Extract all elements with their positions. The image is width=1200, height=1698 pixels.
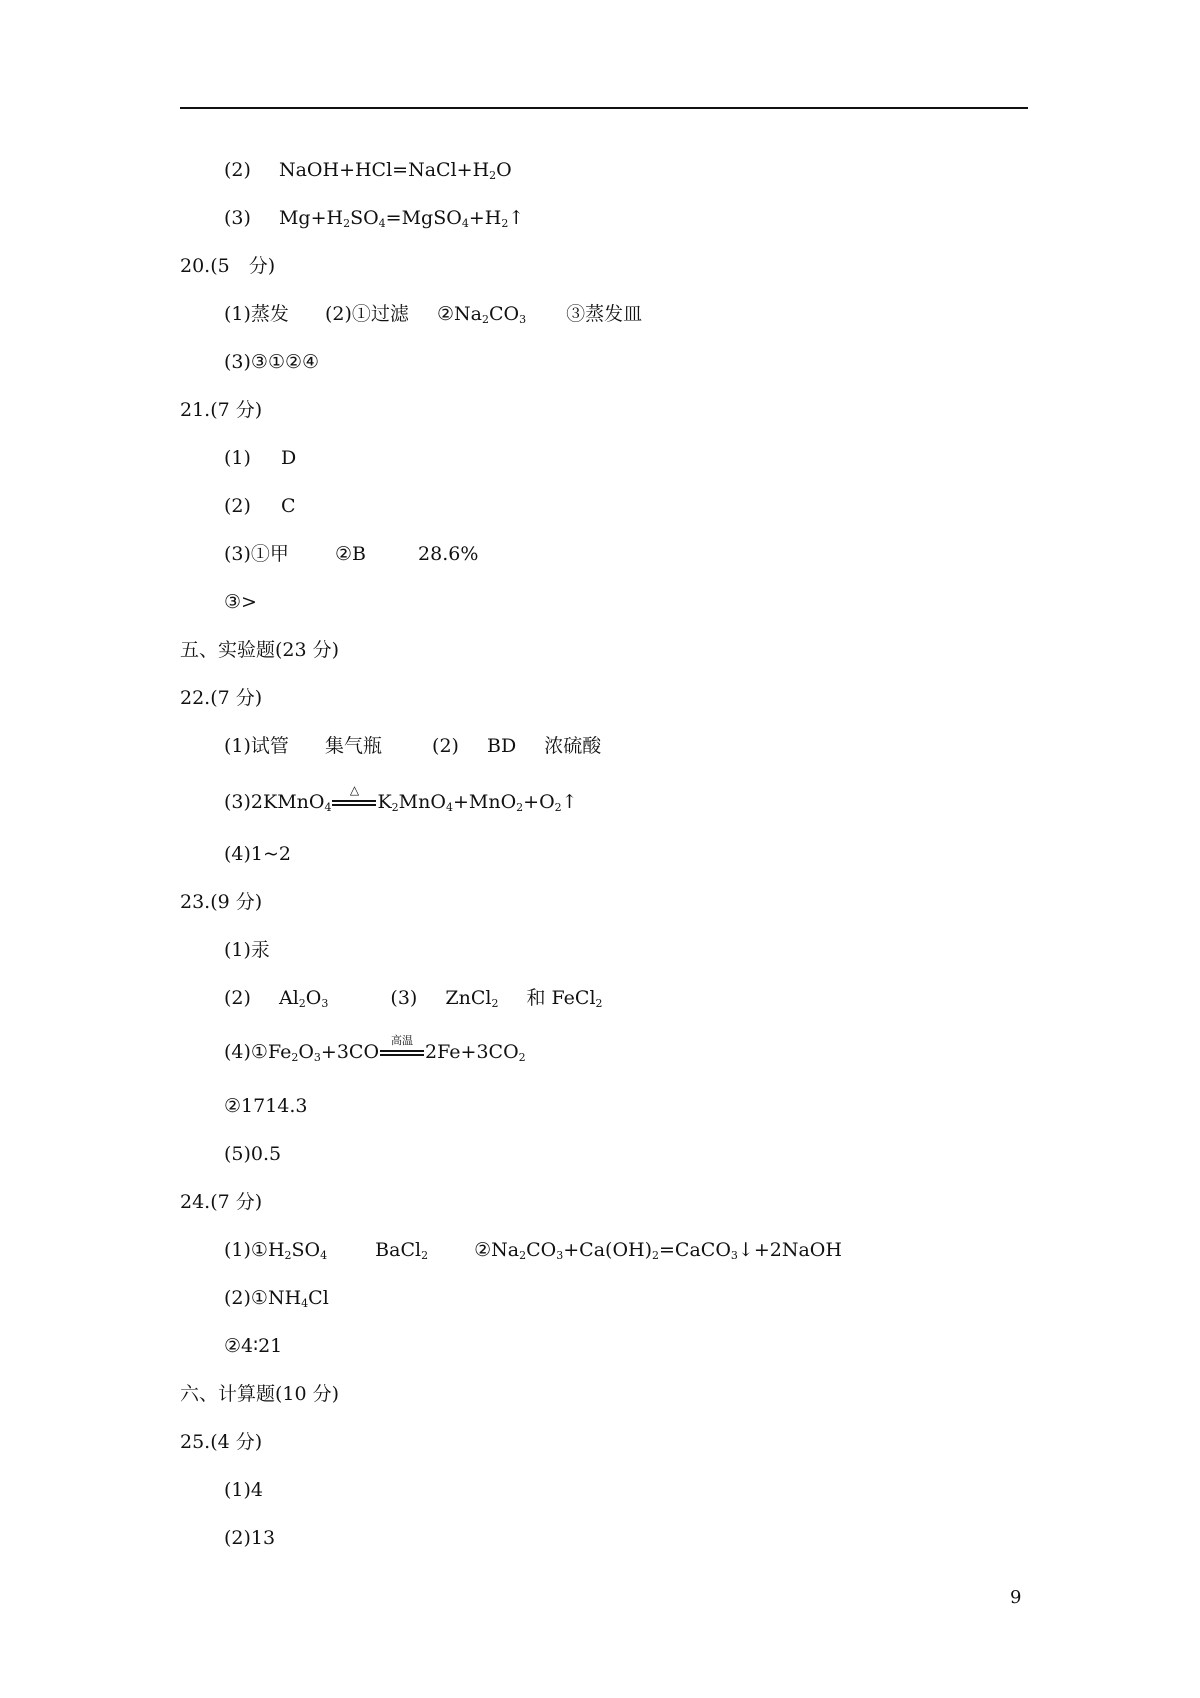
- answer-21-2: [224, 494, 296, 518]
- question-24-title: 24.(7 分): [180, 1191, 263, 1213]
- page-number: 9: [1010, 1587, 1022, 1608]
- part: $②Na_2CO_3$: [436, 303, 527, 326]
- answer-22-3: [224, 783, 578, 814]
- part: ③蒸发皿: [566, 303, 643, 325]
- products: $K_2MnO_4+MnO_2+O_2↑$: [377, 791, 578, 814]
- label: (3): [224, 207, 251, 229]
- reaction-condition-equals: [380, 1034, 424, 1059]
- part: $②Na_2CO_3+Ca(OH)_2=CaCO_3↓+2NaOH$: [474, 1239, 842, 1262]
- reaction-condition-equals: [332, 783, 376, 809]
- question-23-title: 23.(9 分): [180, 891, 263, 913]
- label: (1): [224, 447, 251, 469]
- part: 集气瓶: [324, 735, 382, 757]
- part: BaCl$_2$: [375, 1239, 429, 1262]
- section-5-title: 五、实验题(23 分): [180, 639, 340, 661]
- reactants: (3)2KMnO$_4$: [224, 791, 332, 814]
- label: (2): [224, 495, 251, 517]
- answer-23-2-3: [224, 986, 603, 1010]
- part: (2): [224, 987, 251, 1009]
- answer-23-1: (1)汞: [224, 939, 270, 961]
- answer-19-3: [224, 206, 524, 230]
- section-6-title: 六、计算题(10 分): [180, 1383, 340, 1405]
- answer-22-1-2: [224, 734, 601, 758]
- answer-23-4: [224, 1034, 526, 1064]
- part: (3)①甲: [224, 543, 289, 565]
- value: D: [280, 447, 297, 469]
- reactants: $(4)①Fe_2O_3+3CO$: [224, 1041, 380, 1064]
- question-25-title: 25.(4 分): [180, 1431, 263, 1453]
- part: (2)①过滤: [324, 303, 409, 325]
- answer-20-3: (3)③①②④: [224, 351, 320, 373]
- part: 和 FeCl$_2$: [526, 987, 603, 1010]
- answer-25-1: (1)4: [224, 1479, 264, 1501]
- high-temp-condition: 高温: [391, 1034, 414, 1047]
- answer-21-1: [224, 446, 296, 470]
- answer-23-5: (5)0.5: [224, 1143, 282, 1165]
- part: (2): [432, 735, 459, 757]
- part: $Al_2O_3$: [278, 987, 329, 1010]
- part: (3): [390, 987, 418, 1009]
- answer-21-3c: ③>: [224, 591, 257, 613]
- equation: $NaOH+HCl=NaCl+H_2O$: [278, 159, 512, 182]
- question-20-title: 20.(5 分): [180, 255, 276, 277]
- answer-20-1-2: [224, 302, 642, 326]
- products: $2Fe+3CO_2$: [425, 1041, 526, 1064]
- header-rule: [180, 107, 1028, 109]
- equation: $Mg+H_2SO_4=MgSO_4+H_2↑$: [278, 207, 525, 230]
- part: 浓硫酸: [544, 735, 602, 757]
- value: C: [280, 495, 296, 517]
- answer-24-2: $(2)①NH_4Cl$: [224, 1287, 329, 1310]
- answer-24-2b: ②4∶21: [224, 1335, 283, 1357]
- question-21-title: 21.(7 分): [180, 399, 263, 421]
- part: (1)蒸发: [224, 303, 289, 325]
- label: (2): [224, 159, 251, 181]
- answer-19-2: [224, 158, 512, 182]
- answer-24-1: [224, 1238, 842, 1262]
- part: $(1)①H_2SO_4$: [224, 1239, 328, 1262]
- answer-22-4: (4)1~2: [224, 843, 292, 865]
- part: ZnCl$_2$: [445, 987, 499, 1010]
- answer-23-4b: ②1714.3: [224, 1095, 308, 1117]
- part: (1)试管: [224, 735, 289, 757]
- answer-21-3: [224, 542, 478, 566]
- answer-25-2: (2)13: [224, 1527, 276, 1549]
- heat-condition: △: [349, 783, 360, 797]
- question-22-title: 22.(7 分): [180, 687, 263, 709]
- part: BD: [487, 735, 517, 757]
- part: ②B: [334, 543, 366, 565]
- part: 28.6%: [418, 543, 479, 565]
